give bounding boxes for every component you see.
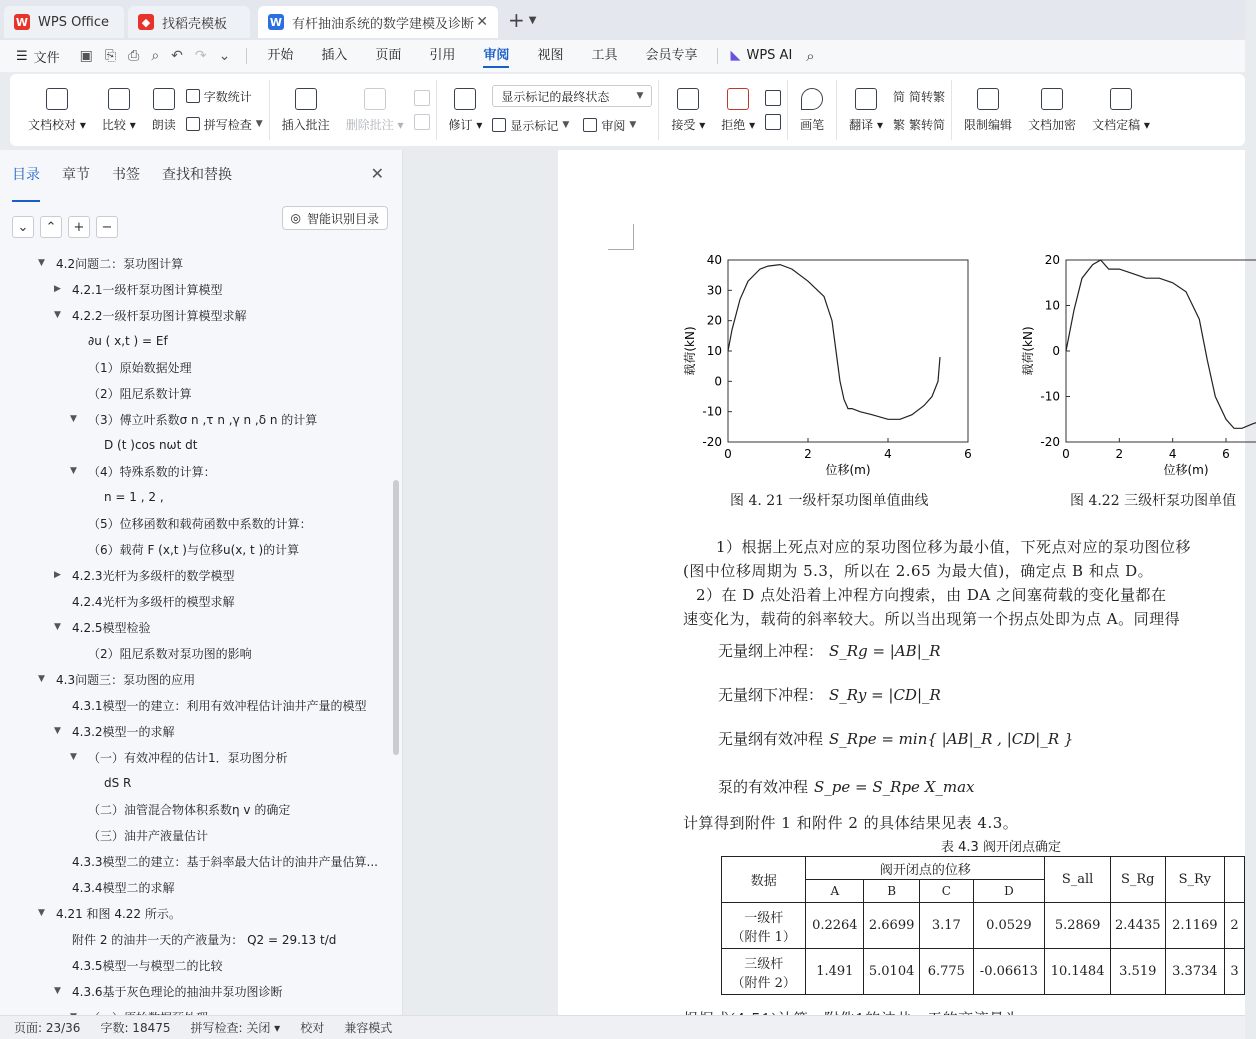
menu-insert[interactable]: 插入 (321, 48, 348, 63)
read-aloud-label: 朗读 (151, 117, 176, 132)
spell-check-label: 拼写检查 (203, 117, 252, 132)
toc-item[interactable] (0, 848, 395, 874)
prev-change-icon[interactable] (765, 90, 781, 106)
insert-comment-label: 插入批注 (281, 117, 330, 132)
remove-heading-icon[interactable]: − (96, 216, 118, 238)
review-pane-icon (583, 118, 597, 132)
revise-label: 修订 ▾ (448, 117, 483, 132)
divider (717, 48, 718, 64)
restrict-edit-button[interactable] (958, 82, 1018, 138)
table-cell: 1.491 (806, 949, 864, 995)
toc-item-label: 4.2.2一级杆泵功图计算模型求解 (72, 308, 247, 323)
table-row (722, 903, 1245, 949)
y-tick-label: 0 (714, 374, 722, 389)
nav-tabs (0, 150, 402, 192)
toc-item[interactable] (0, 302, 395, 328)
toc-item[interactable] (0, 328, 395, 354)
collapse-all-icon[interactable]: ⌃ (40, 216, 62, 238)
chart-pump-curve-2 (1016, 250, 1256, 490)
paragraph: 1）根据上死点对应的泵功图位移为最小值，下死点对应的泵功图位移 (716, 538, 1192, 556)
formula-label: 无量纲上冲程： (718, 642, 824, 660)
smart-toc-icon: ◎ (290, 211, 301, 225)
table-header-cell: D (973, 880, 1045, 903)
scrollbar[interactable] (393, 480, 399, 755)
ribbon-group-revise (437, 80, 660, 140)
paragraph: 速变化为，载荷的斜率较大。所以当出现第一个拐点处即为点 A。同理得 (683, 610, 1181, 628)
chevron-down-icon[interactable]: ▼ (38, 258, 45, 268)
y-tick-label: -10 (702, 404, 722, 419)
chevron-down-icon[interactable]: ▼ (528, 14, 537, 26)
y-tick-label: 40 (706, 253, 722, 267)
quick-access (70, 48, 241, 64)
toc-item-label: （三）油井产液量估计 (88, 828, 209, 843)
toc-item[interactable] (0, 510, 395, 536)
x-tick-label: 2 (1115, 447, 1124, 461)
table-cell: 5.0104 (864, 949, 920, 995)
markup-state-value: 显示标记的最终状态 (501, 89, 610, 104)
smart-toc-button[interactable] (282, 206, 389, 230)
chevron-down-icon: ▼ (636, 91, 644, 101)
hamburger-icon: ☰ (16, 48, 28, 64)
formula-pump-stroke (718, 776, 975, 797)
redo-icon[interactable]: ↷ (194, 48, 207, 64)
more-icon[interactable]: ⌄ (218, 48, 231, 64)
chevron-down-icon[interactable]: ▼ (54, 310, 61, 320)
to-traditional-label: 简转繁 (909, 89, 946, 104)
compat-mode-indicator: 兼容模式 (344, 1021, 393, 1035)
formula-math: S_Rpe = min{ |AB|_R , |CD|_R } (829, 729, 1074, 748)
toc-item-label: n = 1 , 2 , (104, 490, 164, 504)
table-cell: 3.519 (1111, 949, 1166, 995)
toc-item-label: 4.3问题三：泵功图的应用 (56, 672, 196, 687)
toc-item[interactable] (0, 796, 395, 822)
expand-all-icon[interactable]: ⌄ (12, 216, 34, 238)
ribbon-stack-count (186, 86, 263, 134)
table-cell: 3 (1225, 949, 1245, 995)
toc-item[interactable] (0, 354, 395, 380)
print-preview-icon[interactable]: ⌕ (151, 48, 160, 64)
ribbon-stack-markup (492, 85, 652, 135)
toc-item-label: 4.3.4模型二的求解 (72, 880, 175, 895)
tab-template[interactable] (128, 6, 250, 38)
revise-button[interactable] (443, 82, 489, 138)
show-markup-icon (492, 118, 506, 132)
table-row (722, 949, 1245, 995)
review-pane-label: 审阅 (601, 118, 626, 133)
table-cell: 2.4435 (1111, 903, 1166, 949)
navigation-pane (0, 150, 403, 1015)
x-tick-label: 0 (724, 447, 732, 461)
add-heading-icon[interactable]: + (68, 216, 90, 238)
toc-item-label: 附件 2 的油井一天的产液量为： Q2 = 29.13 t/d (72, 932, 337, 947)
menu-review[interactable]: 审阅 (469, 40, 523, 72)
compare-button[interactable] (96, 82, 142, 138)
toc-item[interactable] (0, 952, 395, 978)
word-doc-icon: W (269, 15, 283, 29)
table-header-cell (1225, 857, 1245, 903)
accept-icon (677, 88, 699, 110)
table-header-row (722, 857, 1245, 880)
table-cell: 6.775 (920, 949, 973, 995)
toc-item[interactable] (0, 406, 395, 432)
toc-item-label: 4.2.3光杆为多级杆的数学模型 (72, 568, 235, 583)
print-icon[interactable]: ⎙ (128, 48, 140, 64)
toc-item-label: 4.3.3模型二的建立：基于斜率最大估计的油井产量估算... (72, 854, 378, 869)
tab-bar (0, 0, 1245, 40)
table-caption: 表 4.3 阀开闭点确定 (941, 840, 1061, 855)
encrypt-label: 文档加密 (1028, 117, 1077, 132)
toc-list (0, 250, 395, 1015)
table-header-cell: S_Rg (1111, 857, 1166, 903)
chart2-caption: 图 4.22 三级杆泵功图单值 (1070, 493, 1237, 509)
toc-item[interactable] (0, 718, 395, 744)
toc-item[interactable] (0, 588, 395, 614)
y-tick-label: -10 (1040, 389, 1060, 404)
to-simplified-button[interactable] (893, 114, 945, 134)
show-markup-button[interactable] (492, 115, 569, 135)
page-corner-mark (608, 224, 634, 250)
x-tick-label: 2 (804, 447, 812, 461)
to-traditional-button[interactable] (893, 86, 945, 106)
proofread-button[interactable] (22, 82, 92, 138)
accept-label: 接受 ▾ (671, 117, 706, 132)
tab-wps-label: WPS Office (38, 14, 110, 30)
revise-icon (454, 88, 476, 110)
finalize-icon (1110, 88, 1132, 110)
file-menu-label: 文件 (33, 50, 60, 66)
plot-frame (728, 260, 968, 442)
read-aloud-icon (153, 88, 175, 110)
y-tick-label: -20 (1040, 435, 1060, 449)
menu-view[interactable]: 视图 (537, 48, 564, 63)
chevron-down-icon[interactable]: ▼ (54, 726, 61, 736)
formula-label: 泵的有效冲程 (718, 778, 809, 796)
menu-page[interactable]: 页面 (375, 48, 402, 63)
y-tick-label: 30 (706, 283, 722, 298)
reject-icon (727, 88, 749, 110)
chevron-right-icon[interactable]: ▶ (54, 284, 61, 294)
encrypt-button[interactable] (1022, 82, 1082, 138)
lock-icon (977, 88, 999, 110)
chevron-down-icon[interactable]: ▼ (38, 908, 45, 918)
save-icon[interactable]: ▣ (79, 48, 93, 64)
chevron-down-icon[interactable]: ▼ (70, 414, 77, 424)
markup-state-select[interactable] (492, 85, 652, 107)
chevron-down-icon[interactable]: ▼ (70, 752, 77, 762)
menu-home[interactable]: 开始 (267, 48, 294, 63)
toc-item[interactable] (0, 536, 395, 562)
toc-item-label: （2）阻尼系数对泵功图的影响 (88, 646, 252, 661)
table-header-cell: S_Ry (1165, 857, 1225, 903)
insert-comment-button[interactable] (276, 82, 336, 138)
show-markup-label: 显示标记 (510, 118, 559, 133)
word-count-icon (186, 89, 200, 103)
table-header-cell: 阀开闭点的位移 (806, 857, 1045, 880)
spell-check-indicator[interactable]: 拼写检查: 关闭 ▾ (190, 1021, 281, 1035)
toc-item[interactable] (0, 692, 395, 718)
toc-item-label: 4.21 和图 4.22 所示。 (56, 906, 181, 921)
toc-item-label: （一）有效冲程的估计1．泵功图分析 (88, 750, 288, 765)
toc-item[interactable] (0, 822, 395, 848)
table-header-cell: B (864, 880, 920, 903)
toc-item-label: 4.2.5模型检验 (72, 620, 151, 635)
markup-row (492, 115, 652, 135)
chart1-caption: 图 4. 21 一级杆泵功图单值曲线 (730, 493, 929, 509)
toc-item[interactable] (0, 900, 395, 926)
comment-nav-stack (414, 90, 430, 130)
table-header-cell: 数据 (722, 857, 806, 903)
reject-label: 拒绝 ▾ (721, 117, 756, 132)
x-tick-label: 0 (1062, 447, 1070, 461)
table-cell: 0.0529 (973, 903, 1045, 949)
menu-member[interactable]: 会员专享 (645, 48, 698, 63)
table-cell: 三级杆 （附件 2） (722, 949, 806, 995)
finalize-label: 文档定稿 ▾ (1092, 117, 1150, 132)
reject-button[interactable] (715, 82, 761, 138)
toc-item-label: （1）原始数据处理 (88, 360, 192, 375)
tab-wps-office[interactable] (4, 6, 124, 38)
word-count-label: 字数统计 (203, 89, 252, 104)
chevron-down-icon[interactable]: ▼ (54, 622, 61, 632)
toc-item-label: 4.2.4光杆为多级杆的模型求解 (72, 594, 235, 609)
wps-ai-icon: ◣ (730, 48, 741, 63)
export-icon[interactable]: ⎘ (104, 48, 117, 64)
word-count-indicator[interactable]: 字数: 18475 (100, 1021, 171, 1035)
toc-item[interactable] (0, 640, 395, 666)
table-cell: -0.06613 (973, 949, 1045, 995)
tab-bookmarks[interactable]: 书签 (112, 167, 140, 183)
table-cell: 2.1169 (1165, 903, 1225, 949)
compare-label: 比较 ▾ (101, 117, 136, 132)
plot-frame (1066, 260, 1256, 442)
close-icon[interactable]: ✕ (476, 14, 488, 30)
pen-icon (801, 88, 823, 110)
paragraph: (图中位移周期为 5.3，所以在 2.65 为最大值)，确定点 B 和点 D。 (683, 562, 1154, 580)
chevron-down-icon: ▼ (255, 119, 263, 129)
template-icon: ◆ (138, 14, 154, 30)
tab-find-replace[interactable]: 查找和替换 (162, 167, 232, 183)
paragraph: 2）在 D 点处沿着上冲程方向搜索，由 DA 之间塞荷载的变化量都在 (696, 586, 1167, 604)
chevron-right-icon[interactable]: ▶ (54, 570, 61, 580)
table-cell: 5.2869 (1045, 903, 1111, 949)
toc-item[interactable] (0, 744, 395, 770)
series-line (728, 265, 940, 420)
toc-item-label: 4.2问题二：泵功图计算 (56, 256, 184, 271)
toc-item-label: 4.3.6基于灰色理论的抽油井泵功图诊断 (72, 984, 283, 999)
tab-document[interactable] (258, 6, 498, 38)
table-header-cell: S_all (1045, 857, 1111, 903)
tab-chapters[interactable]: 章节 (62, 167, 90, 183)
formula-math: S_Ry = |CD|_R (829, 685, 941, 704)
next-change-icon[interactable] (765, 114, 781, 130)
toc-item[interactable] (0, 874, 395, 900)
tab-template-label: 找稻壳模板 (162, 16, 228, 32)
toc-item-label: 4.3.1模型一的建立：利用有效冲程估计油井产量的模型 (72, 698, 367, 713)
search-icon[interactable]: ⌕ (806, 47, 815, 65)
tab-document-label: 有杆抽油系统的数学建模及诊断 (292, 16, 475, 32)
status-bar (0, 1015, 1245, 1039)
spell-check-icon (186, 117, 200, 131)
x-tick-label: 4 (1168, 447, 1177, 461)
y-tick-label: 0 (1052, 344, 1060, 358)
insert-comment-icon (295, 88, 317, 110)
series-line (1066, 260, 1256, 428)
toc-item-label: （6）载荷 F (x,t )与位移u(x, t )的计算 (88, 542, 300, 557)
table-cell: 3.17 (920, 903, 973, 949)
traditional-icon: 简 (893, 89, 906, 104)
toc-item-label: （4）特殊系数的计算： (88, 464, 216, 479)
proofread-label: 文档校对 ▾ (28, 117, 86, 132)
finalize-button[interactable] (1086, 82, 1156, 138)
toc-item[interactable] (0, 562, 395, 588)
review-pane-button[interactable] (583, 115, 636, 135)
chevron-down-icon: ▼ (562, 120, 570, 130)
chevron-down-icon: ▼ (629, 120, 637, 130)
toc-item-label: （5）位移函数和载荷函数中系数的计算： (88, 516, 312, 531)
toc-item-label: （2）阻尼系数计算 (88, 386, 192, 401)
x-tick-label: 6 (1222, 447, 1230, 461)
formula-effective-stroke (718, 728, 1073, 749)
toc-item[interactable] (0, 770, 395, 796)
toc-item[interactable] (0, 614, 395, 640)
wps-logo-icon: W (15, 15, 29, 29)
toc-item[interactable] (0, 926, 395, 952)
ribbon-group-proof (16, 80, 270, 140)
table-cell: 2 (1225, 903, 1245, 949)
formula-math: S_Rg = |AB|_R (829, 641, 941, 660)
restrict-edit-label: 限制编辑 (964, 117, 1013, 132)
ribbon-group-translate (837, 80, 952, 140)
paragraph: 计算得到附件 1 和附件 2 的具体结果见表 4.3。 (683, 814, 1019, 832)
read-aloud-button[interactable] (146, 82, 182, 138)
toc-item-label: 4.2.1一级杆泵功图计算模型 (72, 282, 223, 297)
chart-pump-curve-1 (678, 250, 978, 490)
table-cell: 3.3734 (1165, 949, 1225, 995)
to-simplified-label: 繁转简 (909, 117, 946, 132)
y-tick-label: -20 (702, 435, 722, 449)
table-cell: 2.6699 (864, 903, 920, 949)
toc-item[interactable] (0, 432, 395, 458)
shield-icon (1041, 88, 1063, 110)
toc-item-label: （二）油管混合物体积系数η v 的确定 (88, 802, 291, 817)
word-count-button[interactable] (186, 86, 263, 106)
pen-button[interactable] (794, 82, 830, 138)
ribbon-group-comments (270, 80, 437, 140)
ribbon-group-pen (788, 80, 837, 140)
toc-item[interactable] (0, 276, 395, 302)
toc-item-label: 4.3.5模型一与模型二的比较 (72, 958, 223, 973)
toc-item-label: 4.3.2模型一的求解 (72, 724, 175, 739)
tab-toc[interactable]: 目录 (12, 164, 40, 192)
delete-comment-label: 删除批注 ▾ (345, 117, 404, 132)
chevron-down-icon[interactable]: ▼ (70, 466, 77, 476)
page-indicator[interactable]: 页面: 23/36 (14, 1021, 81, 1035)
document-page[interactable] (558, 150, 1245, 1015)
y-axis-label: 载荷(kN) (683, 326, 697, 376)
y-tick-label: 10 (706, 344, 722, 358)
simplified-icon: 繁 (893, 117, 906, 132)
accept-button[interactable] (665, 82, 711, 138)
undo-icon[interactable]: ↶ (171, 48, 183, 64)
delete-comment-button[interactable] (340, 82, 410, 138)
menu-reference[interactable]: 引用 (429, 48, 456, 63)
translate-label: 翻译 ▾ (849, 117, 883, 132)
ribbon-group-accept (659, 80, 788, 140)
ribbon-stack-convert (893, 86, 945, 134)
x-axis-label: 位移(m) (825, 463, 871, 477)
ribbon-toolbar (10, 74, 1245, 146)
toc-item[interactable] (0, 484, 395, 510)
toc-item-label: dS R (104, 776, 132, 790)
table-header-cell: A (806, 880, 864, 903)
file-menu[interactable] (0, 47, 70, 66)
y-axis-label: 载荷(kN) (1021, 326, 1035, 376)
toc-item-label: （3）傅立叶系数σ n ,τ n ,γ n ,δ n 的计算 (88, 412, 318, 427)
table-cell: 0.2264 (806, 903, 864, 949)
formula-label: 无量纲下冲程： (718, 686, 824, 704)
toc-item-label: ∂u ( x,t ) = Ef (88, 334, 168, 348)
formula-downstroke (718, 684, 941, 705)
x-axis-label: 位移(m) (1163, 463, 1209, 477)
spell-check-button[interactable] (186, 114, 263, 134)
toc-item[interactable] (0, 978, 395, 1004)
proofread-indicator[interactable]: 校对 (300, 1021, 325, 1035)
chevron-down-icon[interactable]: ▼ (38, 674, 45, 684)
y-tick-label: 20 (1044, 253, 1060, 267)
delete-comment-icon (364, 88, 386, 110)
chevron-down-icon[interactable]: ▼ (54, 986, 61, 996)
toc-item[interactable] (0, 250, 395, 276)
change-nav-stack (765, 90, 781, 130)
smart-toc-label: 智能识别目录 (306, 211, 379, 226)
formula-upstroke (718, 640, 941, 661)
pen-label: 画笔 (800, 117, 825, 132)
table-cell: 10.1484 (1045, 949, 1111, 995)
table-header-cell: C (920, 880, 973, 903)
compare-icon (108, 88, 130, 110)
y-tick-label: 10 (1044, 298, 1060, 313)
close-icon[interactable]: ✕ (370, 164, 384, 183)
prev-comment-icon[interactable] (414, 90, 430, 106)
next-comment-icon[interactable] (414, 114, 430, 130)
divider (246, 48, 247, 64)
toc-item[interactable] (0, 380, 395, 406)
proofread-icon (46, 88, 68, 110)
valve-points-table (721, 856, 1245, 995)
wps-ai-label: WPS AI (746, 48, 793, 63)
formula-math: S_pe = S_Rpe X_max (814, 777, 975, 796)
ribbon-group-protect (952, 80, 1162, 140)
menu-bar (0, 40, 1245, 72)
y-tick-label: 20 (706, 313, 722, 328)
toc-item-label: D (t )cos nωt dt (104, 438, 198, 452)
add-tab-icon[interactable]: + (508, 8, 525, 32)
x-tick-label: 6 (964, 447, 972, 461)
menu-wps-ai[interactable] (724, 40, 806, 72)
x-tick-label: 4 (884, 447, 892, 461)
toc-item[interactable] (0, 458, 395, 484)
translate-icon (855, 88, 877, 110)
table-cell: 一级杆 （附件 1） (722, 903, 806, 949)
formula-label: 无量纲有效冲程 (718, 730, 824, 748)
translate-button[interactable] (843, 82, 889, 138)
menu-tools[interactable]: 工具 (591, 48, 618, 63)
toc-item[interactable] (0, 666, 395, 692)
